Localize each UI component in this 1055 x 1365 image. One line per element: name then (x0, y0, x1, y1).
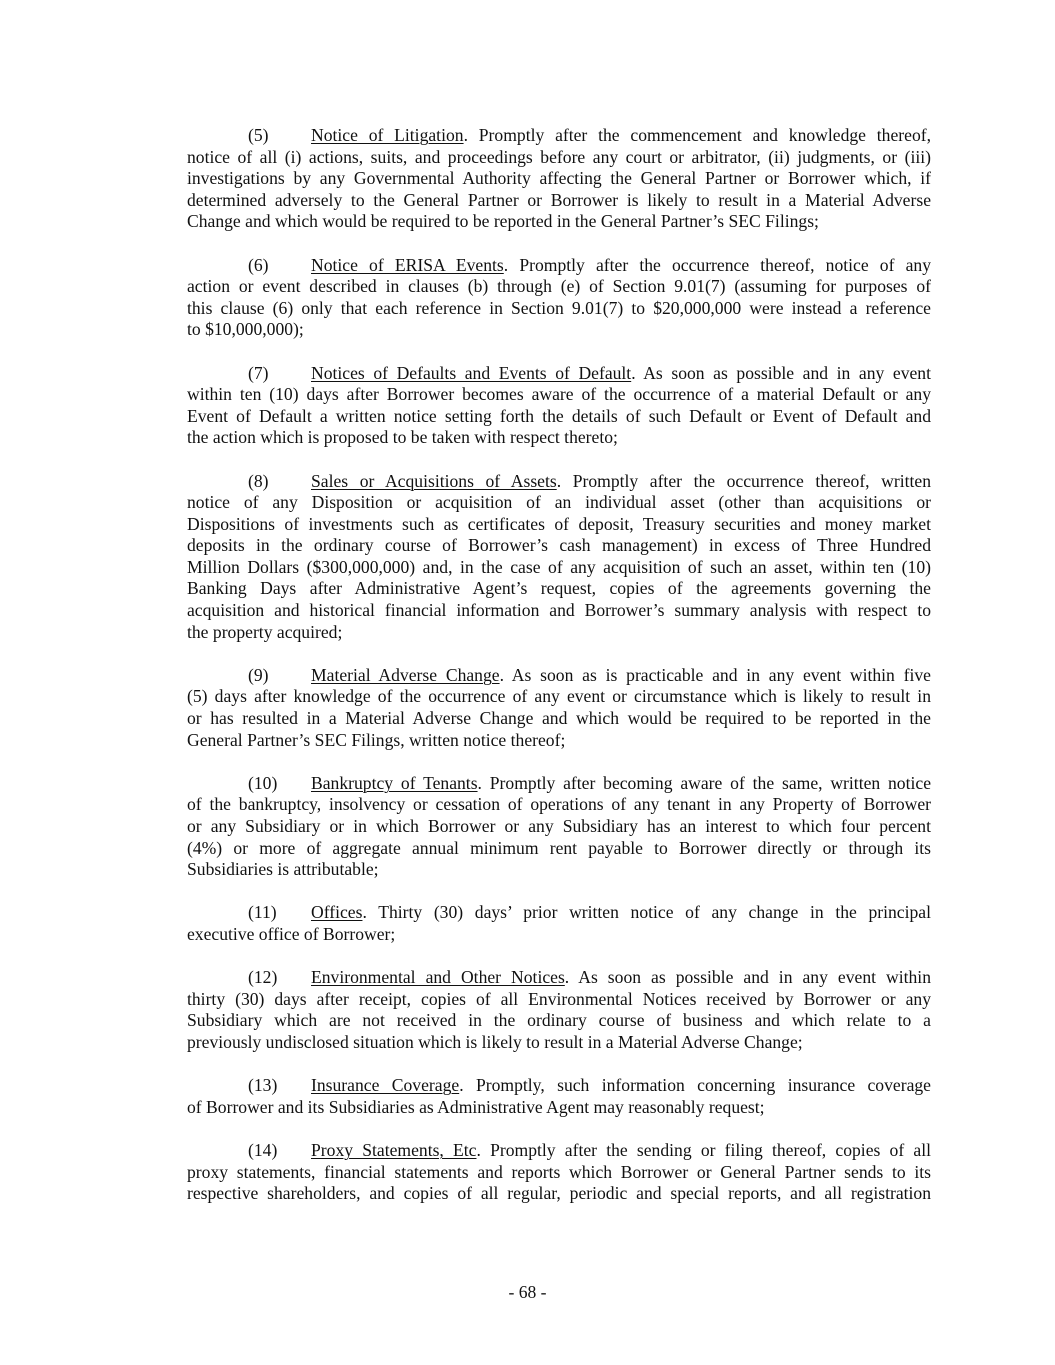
clause-text: . Promptly, such information concerning insurance coverage (459, 1075, 931, 1096)
clause-text-line: notice of all (i) actions, suits, and proceedings before any court or arbitrator, (ii) judgments, or (iii) (187, 146, 931, 167)
clause-text-line: notice of any Disposition or acquisition of an individual asset (other than acquisitions or (187, 492, 931, 513)
clause-text: . As soon as possible and in any event within (564, 967, 931, 988)
clause-heading: Notice of ERISA Events (311, 254, 504, 275)
clause-paragraph (187, 363, 931, 449)
clause-text: . Promptly after the occurrence thereof, notice of any (503, 254, 932, 275)
clause-text-line: (5) days after knowledge of the occurrence of any event or circumstance which is likely to result in (187, 686, 931, 707)
clause-first-line (187, 1140, 931, 1162)
clause-text-line: Change and which would be required to be reported in the General Partner’s SEC Filings; (187, 211, 819, 232)
clause-text-line: Event of Default a written notice setting forth the details of such Default or Event of Default and (187, 405, 931, 426)
clause-text: . As soon as possible and in any event (631, 362, 931, 383)
clause-text-line: proxy statements, financial statements and reports which Borrower or General Partner sends to its (187, 1161, 931, 1182)
clause-heading: Notice of Litigation (311, 125, 464, 145)
clause-paragraph (187, 471, 931, 644)
clause-number: (10) (248, 772, 278, 793)
clause-paragraph (187, 255, 931, 341)
clause-heading: Sales or Acquisitions of Assets (311, 470, 557, 491)
clause-first-line (187, 471, 931, 493)
clause-first-line (187, 1075, 931, 1097)
clause-first-line (187, 125, 931, 147)
clause-text-line: action or event described in clauses (b) through (e) of Section 9.01(7) (assuming for purposes of (187, 276, 931, 297)
clause-text-line: of the bankruptcy, insolvency or cessation of operations of any tenant in any Property of Borrower (187, 794, 931, 815)
clause-text-line: this clause (6) only that each reference in Section 9.01(7) to $20,000,000 were instead a reference (187, 297, 931, 318)
clause-text: . Promptly after the occurrence thereof, written (556, 470, 931, 491)
clause-paragraph (187, 967, 931, 1053)
clause-heading: Environmental and Other Notices (311, 967, 565, 988)
clause-text-line: the property acquired; (187, 621, 343, 642)
clause-text-line: to $10,000,000); (187, 319, 304, 340)
clause-heading: Notices of Defaults and Events of Default (311, 362, 632, 383)
clause-text-line: executive office of Borrower; (187, 923, 396, 944)
clause-number: (8) (248, 470, 269, 491)
clause-text-line: of Borrower and its Subsidiaries as Administrative Agent may reasonably request; (187, 1096, 765, 1117)
clause-text-line: within ten (10) days after Borrower becomes aware of the occurrence of a material Default or any (187, 384, 931, 405)
clause-text-line: investigations by any Governmental Authority affecting the General Partner or Borrower which, if (187, 168, 931, 189)
clause-text-line: determined adversely to the General Partner or Borrower is likely to result in a Material Adverse (187, 189, 931, 210)
clause-text-line: the action which is proposed to be taken with respect thereto; (187, 427, 618, 448)
clause-number: (5) (248, 125, 269, 145)
clause-text: . Promptly after the commencement and knowledge thereof, (463, 125, 931, 145)
clause-number: (6) (248, 254, 269, 275)
clause-text-line: Banking Days after Administrative Agent’s request, copies of the agreements governing the (187, 578, 931, 599)
clause-heading: Insurance Coverage (311, 1075, 460, 1096)
clause-text-line: or any Subsidiary or in which Borrower or any Subsidiary has an interest to which four percent (187, 816, 931, 836)
clause-text-line: Subsidiary which are not received in the ordinary course of business and which relate to a (187, 1010, 931, 1031)
clause-first-line (187, 967, 931, 989)
clause-text-line: Million Dollars ($300,000,000) and, in the case of any acquisition of such an asset, within ten (10) (187, 556, 931, 577)
clause-paragraph (187, 1075, 931, 1118)
clause-text-line: Subsidiaries is attributable; (187, 859, 379, 880)
clause-paragraph (187, 773, 931, 881)
clause-first-line (187, 255, 931, 277)
page-number: - 68 - (508, 1282, 547, 1302)
clause-number: (13) (248, 1075, 278, 1096)
clause-paragraph (187, 665, 931, 751)
clause-text: . Thirty (30) days’ prior written notice of any change in the principal (362, 902, 931, 923)
clause-number: (7) (248, 362, 269, 383)
clause-number: (9) (248, 664, 269, 685)
clause-number: (12) (248, 967, 278, 988)
clause-text-line: Dispositions of investments such as certificates of deposit, Treasury securities and money market (187, 513, 931, 534)
clause-heading: Bankruptcy of Tenants (311, 772, 478, 793)
clause-first-line (187, 902, 931, 924)
clause-first-line (187, 773, 931, 795)
clause-first-line (187, 363, 931, 385)
clause-text-line: (4%) or more of aggregate annual minimum rent payable to Borrower directly or through its (187, 837, 931, 858)
clause-text: . Promptly after the sending or filing thereof, copies of all (476, 1139, 931, 1160)
clause-heading: Material Adverse Change (311, 664, 500, 685)
clause-text-line: or has resulted in a Material Adverse Change and which would be required to be reported in the (187, 708, 931, 729)
clause-heading: Offices (311, 902, 363, 923)
document-page (187, 125, 931, 1226)
clause-text-line: deposits in the ordinary course of Borrower’s cash management) in excess of Three Hundred (187, 535, 931, 556)
clause-paragraph (187, 125, 931, 233)
clause-paragraph (187, 1140, 931, 1205)
clause-number: (11) (248, 902, 277, 923)
clause-heading: Proxy Statements, Etc (311, 1139, 477, 1160)
clause-text-line: acquisition and historical financial information and Borrower’s summary analysis with respect to (187, 600, 931, 621)
clause-first-line (187, 665, 931, 687)
clause-text-line: General Partner’s SEC Filings, written notice thereof; (187, 729, 566, 750)
clause-number: (14) (248, 1139, 278, 1160)
clause-text-line: thirty (30) days after receipt, copies of all Environmental Notices received by Borrower or any (187, 988, 931, 1009)
clause-text: . As soon as is practicable and in any event within five (499, 664, 931, 685)
clause-text-line: previously undisclosed situation which is likely to result in a Material Adverse Change; (187, 1031, 803, 1052)
clause-text-line: respective shareholders, and copies of all regular, periodic and special reports, and all registration (187, 1183, 931, 1204)
clause-paragraph (187, 902, 931, 945)
clause-text: . Promptly after becoming aware of the same, written notice (477, 772, 932, 793)
